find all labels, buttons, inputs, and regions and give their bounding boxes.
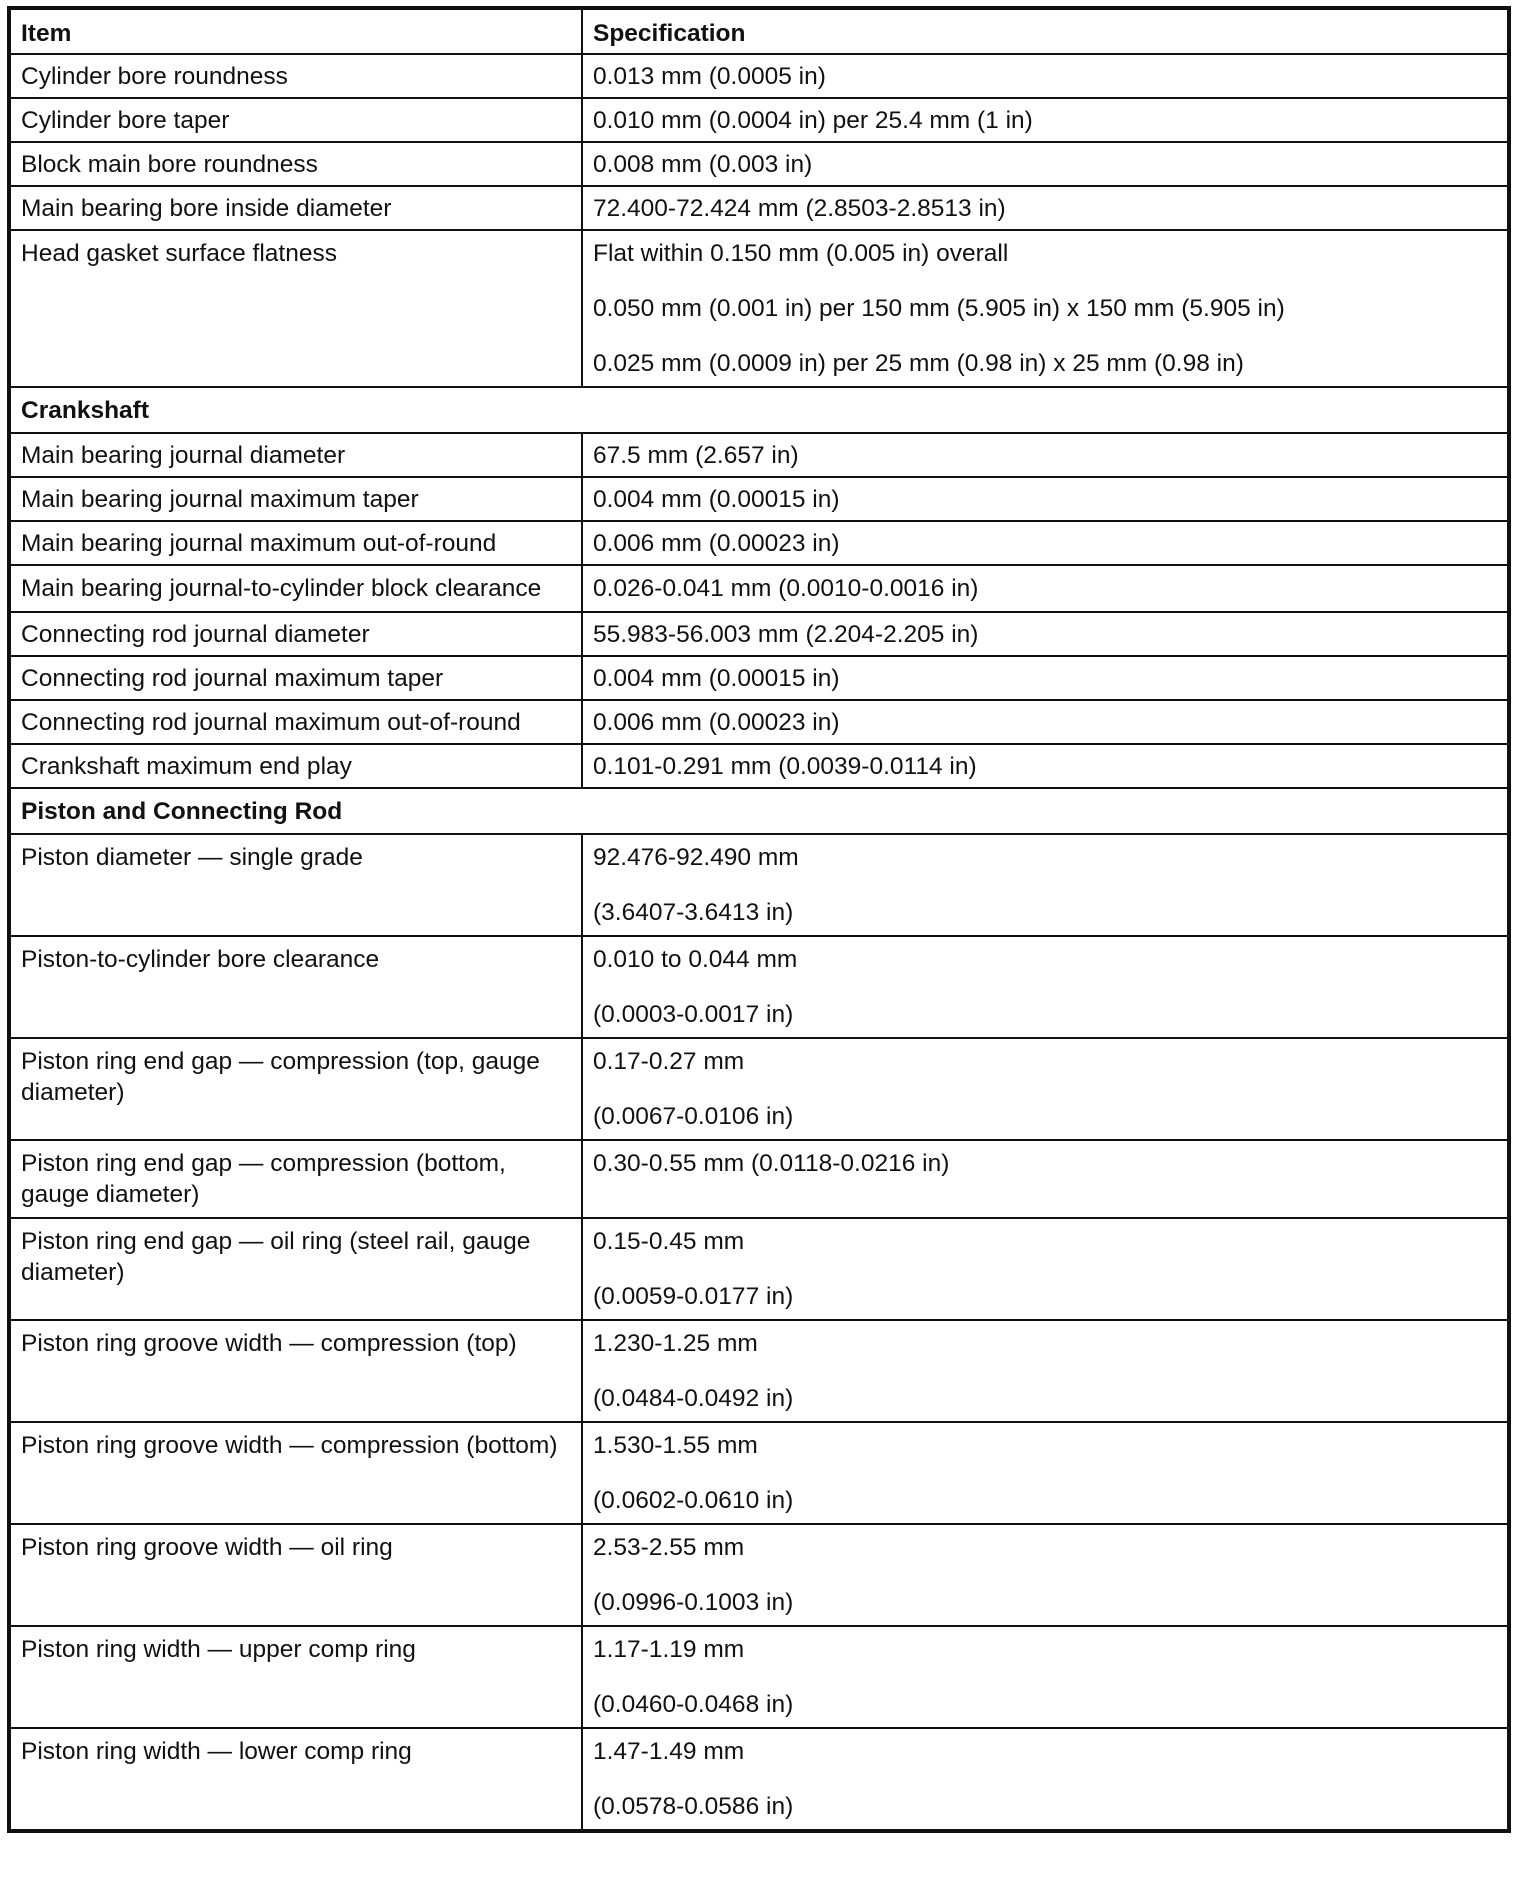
item-cell: Head gasket surface flatness — [9, 230, 582, 387]
specification-line: 72.400-72.424 mm (2.8503-2.8513 in) — [593, 195, 1006, 222]
specification-cell — [582, 521, 1509, 565]
table-row — [9, 744, 1509, 788]
item-cell: Main bearing journal maximum out-of-round — [9, 521, 582, 565]
item-cell: Main bearing journal diameter — [9, 433, 582, 477]
specification-cell — [582, 1626, 1509, 1728]
table-row — [9, 834, 1509, 936]
specification-line: 0.101-0.291 mm (0.0039-0.0114 in) — [593, 753, 977, 780]
specification-line: 0.026-0.041 mm (0.0010-0.0016 in) — [593, 575, 979, 602]
specification-cell — [582, 54, 1509, 98]
specification-line: Flat within 0.150 mm (0.005 in) overall — [593, 240, 1009, 267]
specification-cell — [582, 1728, 1509, 1831]
table-row — [9, 612, 1509, 656]
specification-cell — [582, 565, 1509, 612]
specification-line: 1.17-1.19 mm — [593, 1636, 745, 1663]
specification-table — [7, 6, 1511, 1833]
table-row — [9, 230, 1509, 387]
item-cell: Piston ring groove width — compression (top) — [9, 1320, 582, 1422]
item-cell: Cylinder bore roundness — [9, 54, 582, 98]
specification-line: 0.013 mm (0.0005 in) — [593, 63, 826, 90]
specification-line: 0.010 mm (0.0004 in) per 25.4 mm (1 in) — [593, 107, 1033, 134]
item-cell: Main bearing journal maximum taper — [9, 477, 582, 521]
specification-cell — [582, 142, 1509, 186]
table-row — [9, 565, 1509, 612]
section-row — [9, 387, 1509, 433]
specification-line: 2.53-2.55 mm — [593, 1534, 745, 1561]
item-cell: Piston ring end gap — oil ring (steel rail, gauge diameter) — [9, 1218, 582, 1320]
item-cell: Piston ring width — lower comp ring — [9, 1728, 582, 1831]
table-row — [9, 1140, 1509, 1218]
item-cell: Cylinder bore taper — [9, 98, 582, 142]
section-row — [9, 788, 1509, 834]
item-cell: Crankshaft maximum end play — [9, 744, 582, 788]
specification-cell — [582, 230, 1509, 387]
specification-line: (0.0003-0.0017 in) — [593, 1001, 794, 1028]
specification-line: 0.010 to 0.044 mm — [593, 946, 798, 973]
table-row — [9, 1626, 1509, 1728]
table-row — [9, 54, 1509, 98]
specification-line: 92.476-92.490 mm — [593, 844, 799, 871]
item-cell: Block main bore roundness — [9, 142, 582, 186]
table-row — [9, 98, 1509, 142]
item-cell: Piston ring end gap — compression (bottom, gauge diameter) — [9, 1140, 582, 1218]
specification-cell — [582, 186, 1509, 230]
specification-line: 55.983-56.003 mm (2.204-2.205 in) — [593, 621, 979, 648]
table-row — [9, 186, 1509, 230]
specification-cell — [582, 1038, 1509, 1140]
table-row — [9, 142, 1509, 186]
item-cell: Main bearing bore inside diameter — [9, 186, 582, 230]
specification-cell — [582, 477, 1509, 521]
specification-cell — [582, 656, 1509, 700]
table-row — [9, 700, 1509, 744]
item-cell: Connecting rod journal maximum out-of-round — [9, 700, 582, 744]
specification-cell — [582, 700, 1509, 744]
table-row — [9, 936, 1509, 1038]
specification-line: 1.530-1.55 mm — [593, 1432, 758, 1459]
specification-cell — [582, 98, 1509, 142]
specification-cell — [582, 1422, 1509, 1524]
specification-line: 0.30-0.55 mm (0.0118-0.0216 in) — [593, 1150, 950, 1177]
specification-line: 67.5 mm (2.657 in) — [593, 442, 799, 469]
item-cell: Piston ring end gap — compression (top, gauge diameter) — [9, 1038, 582, 1140]
specification-line: 0.17-0.27 mm — [593, 1048, 745, 1075]
item-cell: Piston ring groove width — oil ring — [9, 1524, 582, 1626]
table-header-row — [9, 8, 1509, 54]
specification-line: 0.004 mm (0.00015 in) — [593, 486, 840, 513]
table-row — [9, 1728, 1509, 1831]
item-cell: Connecting rod journal diameter — [9, 612, 582, 656]
table-body — [9, 8, 1509, 1831]
table-row — [9, 1422, 1509, 1524]
specification-cell — [582, 744, 1509, 788]
header-item: Item — [9, 8, 582, 54]
item-cell: Main bearing journal-to-cylinder block clearance — [9, 565, 582, 612]
specification-line: (0.0067-0.0106 in) — [593, 1103, 794, 1130]
table-row — [9, 656, 1509, 700]
section-title: Crankshaft — [9, 387, 1509, 433]
specification-line: 0.050 mm (0.001 in) per 150 mm (5.905 in) x 150 mm (5.905 in) — [593, 295, 1285, 322]
specification-line: 0.006 mm (0.00023 in) — [593, 530, 840, 557]
table-row — [9, 477, 1509, 521]
specification-line: 1.230-1.25 mm — [593, 1330, 758, 1357]
specification-cell — [582, 1524, 1509, 1626]
specification-line: 1.47-1.49 mm — [593, 1738, 745, 1765]
table-row — [9, 433, 1509, 477]
specification-line: 0.008 mm (0.003 in) — [593, 151, 813, 178]
item-cell: Piston ring groove width — compression (bottom) — [9, 1422, 582, 1524]
specification-line: 0.004 mm (0.00015 in) — [593, 665, 840, 692]
specification-line: (0.0578-0.0586 in) — [593, 1793, 794, 1820]
specification-cell — [582, 1140, 1509, 1218]
table-row — [9, 1524, 1509, 1626]
specification-line: 0.15-0.45 mm — [593, 1228, 745, 1255]
specification-line: (0.0996-0.1003 in) — [593, 1589, 794, 1616]
specification-line: 0.006 mm (0.00023 in) — [593, 709, 840, 736]
item-cell: Connecting rod journal maximum taper — [9, 656, 582, 700]
item-cell: Piston ring width — upper comp ring — [9, 1626, 582, 1728]
specification-cell — [582, 936, 1509, 1038]
item-cell: Piston-to-cylinder bore clearance — [9, 936, 582, 1038]
specification-line: (0.0059-0.0177 in) — [593, 1283, 794, 1310]
specification-cell — [582, 1320, 1509, 1422]
table-row — [9, 1218, 1509, 1320]
table-row — [9, 1038, 1509, 1140]
specification-cell — [582, 612, 1509, 656]
specification-cell — [582, 834, 1509, 936]
header-specification: Specification — [582, 8, 1509, 54]
specification-line: (0.0484-0.0492 in) — [593, 1385, 794, 1412]
specification-cell — [582, 1218, 1509, 1320]
section-title: Piston and Connecting Rod — [9, 788, 1509, 834]
specification-line: (0.0602-0.0610 in) — [593, 1487, 794, 1514]
table-row — [9, 1320, 1509, 1422]
specification-line: (0.0460-0.0468 in) — [593, 1691, 794, 1718]
specification-line: 0.025 mm (0.0009 in) per 25 mm (0.98 in) x 25 mm (0.98 in) — [593, 350, 1244, 377]
table-row — [9, 521, 1509, 565]
specification-cell — [582, 433, 1509, 477]
item-cell: Piston diameter — single grade — [9, 834, 582, 936]
specification-line: (3.6407-3.6413 in) — [593, 899, 794, 926]
